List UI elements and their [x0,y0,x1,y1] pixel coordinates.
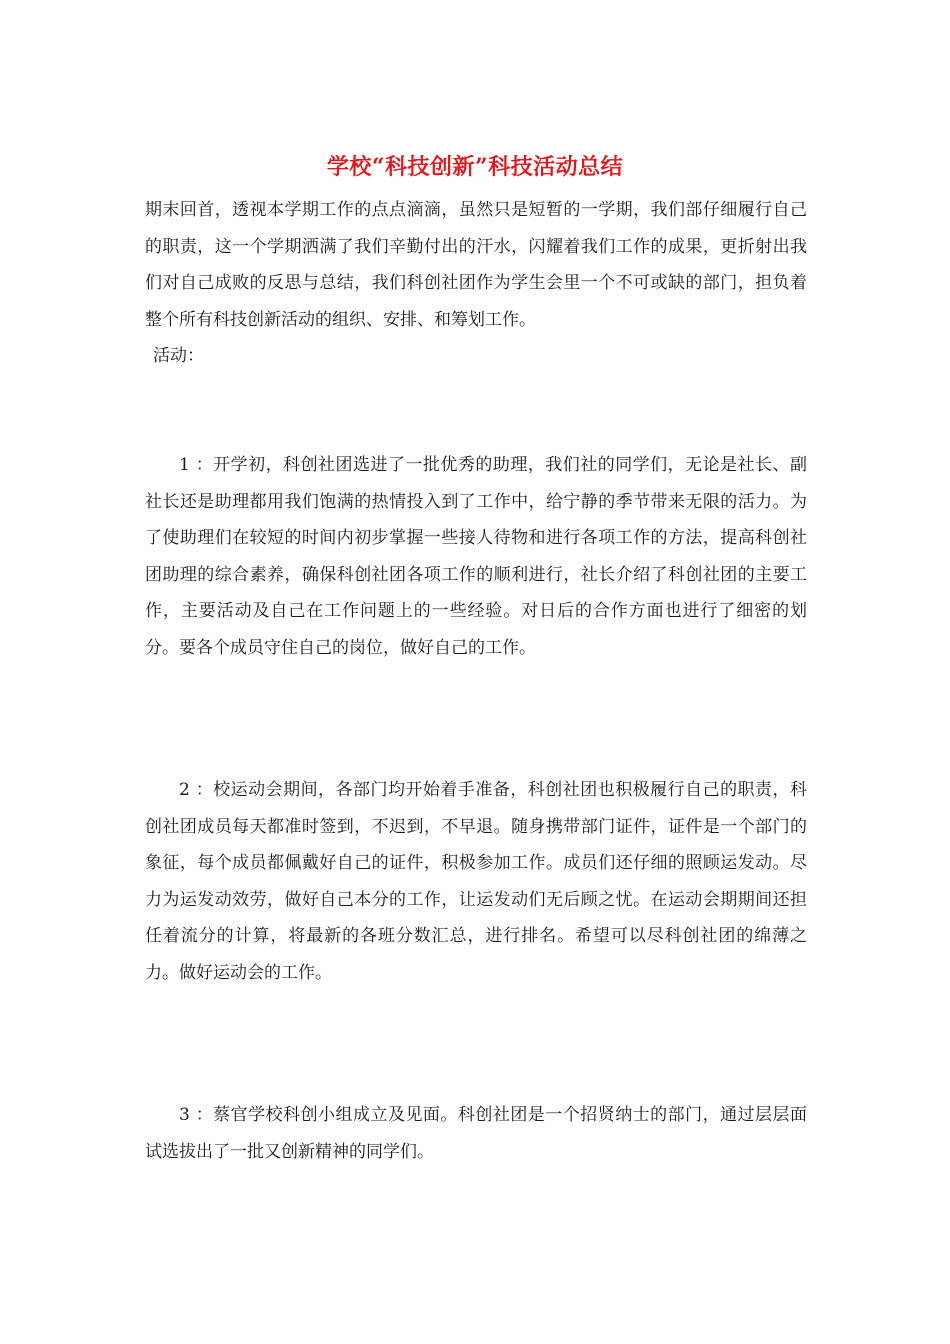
activity-item-2: 2 ：校运动会期间，各部门均开始着手准备，科创社团也积极履行自己的职责，科创社团成员每天都准时签到，不迟到，不早退。随身携带部门证件，证件是一个部门的象征，每个成员都佩戴好自己的证件，积极参加工作。成员们还仔细的照顾运发动。尽力为运发动效劳，做好自己本分的工作，让运发动们无后顾之忧。在运动会期期间还担任着流分的计算，将最新的各班分数汇总，进行排名。希望可以尽科创社团的绵薄之力。做好运动会的工作。 [145,780,807,983]
document-title: 学校“科技创新”科技活动总结 [326,154,624,180]
activity-item-3: 3 ：蔡官学校科创小组成立及见面。科创社团是一个招贤纳士的部门，通过层层面试选拔出了一批又创新精神的同学们。 [145,1105,807,1162]
activity-item-1: 1 ：开学初，科创社团选进了一批优秀的助理，我们社的同学们，无论是社长、副社长还是助理都用我们饱满的热情投入到了工作中，给宁静的季节带来无限的活力。为了使助理们在较短的时间内初步掌握一些接人待物和进行各项工作的方法，提高科创社团助理的综合素养，确保科创社团各项工作的顺利进行，社长介绍了科创社团的主要工作，主要活动及自己在工作问题上的一些经验。对日后的合作方面也进行了细密的划分。要各个成员守住自己的岗位，做好自己的工作。 [145,455,807,658]
intro-paragraph: 期末回首，透视本学期工作的点点滴滴，虽然只是短暂的一学期，我们部仔细履行自己的职责，这一个学期洒满了我们辛勤付出的汗水，闪耀着我们工作的成果，更折射出我们对自己成败的反思与总结，我们科创社团作为学生会里一个不可或缺的部门，担负着整个所有科技创新活动的组织、安排、和筹划工作。 [145,200,807,330]
activities-label: 活动： [153,346,204,366]
